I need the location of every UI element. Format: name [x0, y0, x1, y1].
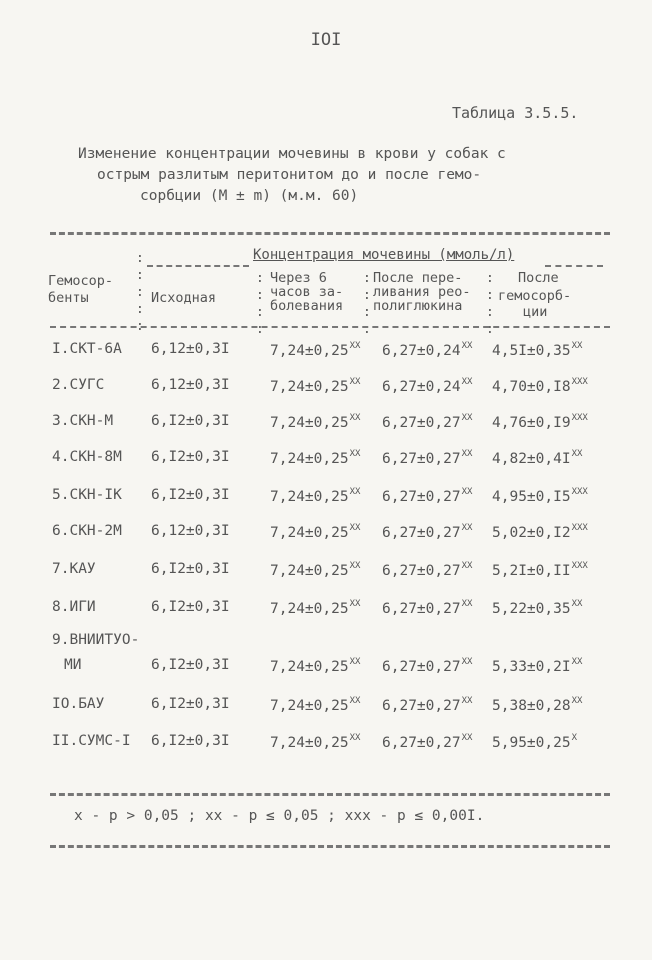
row-value-c2 — [270, 561, 360, 579]
row-sorbent-name: 2.СУГС — [52, 377, 105, 393]
significance-mark: XX — [461, 449, 473, 459]
cell-value: 7,24±0,25 — [270, 525, 349, 541]
row-value-c2 — [270, 413, 360, 431]
row-sorbent-name: I.СКТ-6А — [52, 341, 122, 357]
row-initial-value: 6,I2±0,3I — [151, 413, 230, 429]
header-separator-1: : : : : : — [136, 251, 144, 334]
cell-value: 6,27±0,24 — [382, 379, 461, 395]
table-bottom-rule — [50, 793, 610, 796]
row-sorbent-name: 5.СКН-IК — [52, 487, 122, 503]
row-value-c3 — [382, 696, 472, 714]
row-initial-value: 6,I2±0,3I — [151, 733, 230, 749]
significance-mark: XX — [349, 377, 361, 387]
significance-mark: XXX — [571, 487, 588, 497]
row-sorbent-name: 8.ИГИ — [52, 599, 96, 615]
row-value-c3 — [382, 733, 472, 751]
cell-value: 7,24±0,25 — [270, 698, 349, 714]
header-col4-line3: ции — [523, 304, 548, 320]
table-title-line-1: Изменение концентрации мочевины в крови у собак с — [78, 146, 506, 162]
row-initial-value: 6,I2±0,3I — [151, 696, 230, 712]
cell-value: 7,24±0,25 — [270, 451, 349, 467]
significance-mark: XX — [349, 733, 361, 743]
row-value-c2 — [270, 487, 360, 505]
cell-value: 7,24±0,25 — [270, 659, 349, 675]
header-col3-line2: ливания рео- — [373, 284, 471, 300]
header-bottom-rule — [50, 326, 610, 328]
row-initial-value: 6,I2±0,3I — [151, 449, 230, 465]
cell-value: 6,27±0,27 — [382, 451, 461, 467]
significance-mark: XX — [349, 696, 361, 706]
row-value-c4 — [492, 377, 588, 395]
row-value-c3 — [382, 341, 472, 359]
footnote: x - p > 0,05 ; xx - p ≤ 0,05 ; xxx - p ≤ 0,00I. — [74, 808, 485, 824]
row-initial-value: 6,12±0,3I — [151, 377, 230, 393]
significance-mark: XX — [571, 696, 583, 706]
row-sorbent-name-cont: МИ — [64, 657, 82, 673]
header-group-rule-right — [545, 265, 603, 267]
row-sorbent-name: 4.СКН-8М — [52, 449, 122, 465]
row-value-c2 — [270, 449, 360, 467]
significance-mark: XX — [461, 377, 473, 387]
row-value-c2 — [270, 657, 360, 675]
cell-value: 5,02±0,I2 — [492, 525, 571, 541]
significance-mark: XX — [461, 487, 473, 497]
row-sorbent-name: IO.БАУ — [52, 696, 105, 712]
page-number: IOI — [310, 30, 342, 50]
cell-value: 5,2I±0,II — [492, 563, 571, 579]
cell-value: 7,24±0,25 — [270, 735, 349, 751]
footnote-bottom-rule — [50, 845, 610, 848]
row-value-c4 — [492, 733, 577, 751]
significance-mark: XX — [571, 599, 583, 609]
significance-mark: XX — [349, 523, 361, 533]
cell-value: 7,24±0,25 — [270, 379, 349, 395]
header-col0-line2: бенты — [48, 290, 89, 306]
significance-mark: XX — [461, 561, 473, 571]
row-value-c3 — [382, 523, 472, 541]
cell-value: 6,27±0,27 — [382, 563, 461, 579]
significance-mark: XXX — [571, 523, 588, 533]
row-sorbent-name: 9.ВНИИТУО- — [52, 632, 140, 648]
row-value-c2 — [270, 341, 360, 359]
significance-mark: XX — [349, 449, 361, 459]
row-value-c3 — [382, 377, 472, 395]
cell-value: 7,24±0,25 — [270, 601, 349, 617]
row-value-c2 — [270, 523, 360, 541]
row-value-c3 — [382, 599, 472, 617]
header-col3-line3: полиглюкина — [373, 298, 463, 314]
table-label: Таблица 3.5.5. — [452, 104, 579, 122]
table-title-line-2: острым разлитым перитонитом до и после гемо- — [97, 167, 482, 183]
cell-value: 4,82±0,4I — [492, 451, 571, 467]
cell-value: 6,27±0,27 — [382, 415, 461, 431]
significance-mark: X — [571, 733, 577, 743]
cell-value: 6,27±0,27 — [382, 735, 461, 751]
header-separator-2: : : : : — [256, 271, 264, 337]
significance-mark: XX — [349, 561, 361, 571]
header-col4-line1: После — [518, 270, 559, 286]
row-initial-value: 6,I2±0,3I — [151, 599, 230, 615]
cell-value: 6,27±0,27 — [382, 525, 461, 541]
significance-mark: XX — [349, 599, 361, 609]
row-value-c3 — [382, 487, 472, 505]
row-value-c2 — [270, 696, 360, 714]
header-col1: Исходная — [151, 290, 217, 306]
cell-value: 7,24±0,25 — [270, 563, 349, 579]
significance-mark: XX — [461, 657, 473, 667]
cell-value: 4,95±0,I5 — [492, 489, 571, 505]
row-sorbent-name: 6.СКН-2М — [52, 523, 122, 539]
row-value-c4 — [492, 696, 582, 714]
row-value-c4 — [492, 449, 582, 467]
header-group-label: Концентрация мочевины (ммоль/л) — [253, 247, 515, 263]
significance-mark: XX — [461, 733, 473, 743]
cell-value: 5,33±0,2I — [492, 659, 571, 675]
header-col2-line2: часов за- — [270, 284, 344, 300]
header-col0-line1: Гемосор- — [48, 273, 114, 289]
header-col4-line2: гемосорб- — [498, 288, 572, 304]
significance-mark: XXX — [571, 561, 588, 571]
cell-value: 7,24±0,25 — [270, 489, 349, 505]
row-value-c4 — [492, 523, 588, 541]
row-sorbent-name: 7.КАУ — [52, 561, 96, 577]
row-value-c4 — [492, 413, 588, 431]
cell-value: 6,27±0,27 — [382, 698, 461, 714]
cell-value: 7,24±0,25 — [270, 343, 349, 359]
row-sorbent-name: II.СУМС-I — [52, 733, 131, 749]
cell-value: 5,95±0,25 — [492, 735, 571, 751]
row-initial-value: 6,12±0,3I — [151, 523, 230, 539]
significance-mark: XX — [571, 449, 583, 459]
significance-mark: XX — [461, 341, 473, 351]
header-col3-line1: После пере- — [373, 270, 463, 286]
row-value-c3 — [382, 561, 472, 579]
significance-mark: XX — [571, 341, 583, 351]
row-value-c4 — [492, 657, 582, 675]
row-value-c3 — [382, 413, 472, 431]
cell-value: 6,27±0,27 — [382, 659, 461, 675]
row-value-c3 — [382, 449, 472, 467]
significance-mark: XX — [349, 341, 361, 351]
row-initial-value: 6,12±0,3I — [151, 341, 230, 357]
row-initial-value: 6,I2±0,3I — [151, 561, 230, 577]
row-value-c2 — [270, 377, 360, 395]
significance-mark: XXX — [571, 377, 588, 387]
row-value-c3 — [382, 657, 472, 675]
row-initial-value: 6,I2±0,3I — [151, 657, 230, 673]
row-initial-value: 6,I2±0,3I — [151, 487, 230, 503]
cell-value: 7,24±0,25 — [270, 415, 349, 431]
header-separator-3: : : : : — [363, 271, 371, 337]
significance-mark: XX — [461, 599, 473, 609]
significance-mark: XX — [349, 657, 361, 667]
cell-value: 4,76±0,I9 — [492, 415, 571, 431]
header-col2-line3: болевания — [270, 298, 344, 314]
row-value-c2 — [270, 599, 360, 617]
cell-value: 4,5I±0,35 — [492, 343, 571, 359]
row-value-c4 — [492, 561, 588, 579]
row-value-c2 — [270, 733, 360, 751]
significance-mark: XX — [461, 696, 473, 706]
significance-mark: XXX — [571, 413, 588, 423]
cell-value: 5,38±0,28 — [492, 698, 571, 714]
significance-mark: XX — [571, 657, 583, 667]
significance-mark: XX — [461, 413, 473, 423]
table-top-rule — [50, 232, 610, 235]
row-value-c4 — [492, 599, 582, 617]
significance-mark: XX — [461, 523, 473, 533]
header-separator-4: : : : : — [486, 271, 494, 337]
cell-value: 5,22±0,35 — [492, 601, 571, 617]
row-sorbent-name: 3.СКН-М — [52, 413, 114, 429]
significance-mark: XX — [349, 413, 361, 423]
header-col2-line1: Через 6 — [270, 270, 327, 286]
cell-value: 6,27±0,27 — [382, 601, 461, 617]
row-value-c4 — [492, 487, 588, 505]
header-group-rule-left — [147, 265, 249, 267]
cell-value: 6,27±0,24 — [382, 343, 461, 359]
table-title-line-3: сорбции (М ± m) (м.м. 60) — [140, 188, 359, 204]
cell-value: 4,70±0,I8 — [492, 379, 571, 395]
significance-mark: XX — [349, 487, 361, 497]
row-value-c4 — [492, 341, 582, 359]
cell-value: 6,27±0,27 — [382, 489, 461, 505]
